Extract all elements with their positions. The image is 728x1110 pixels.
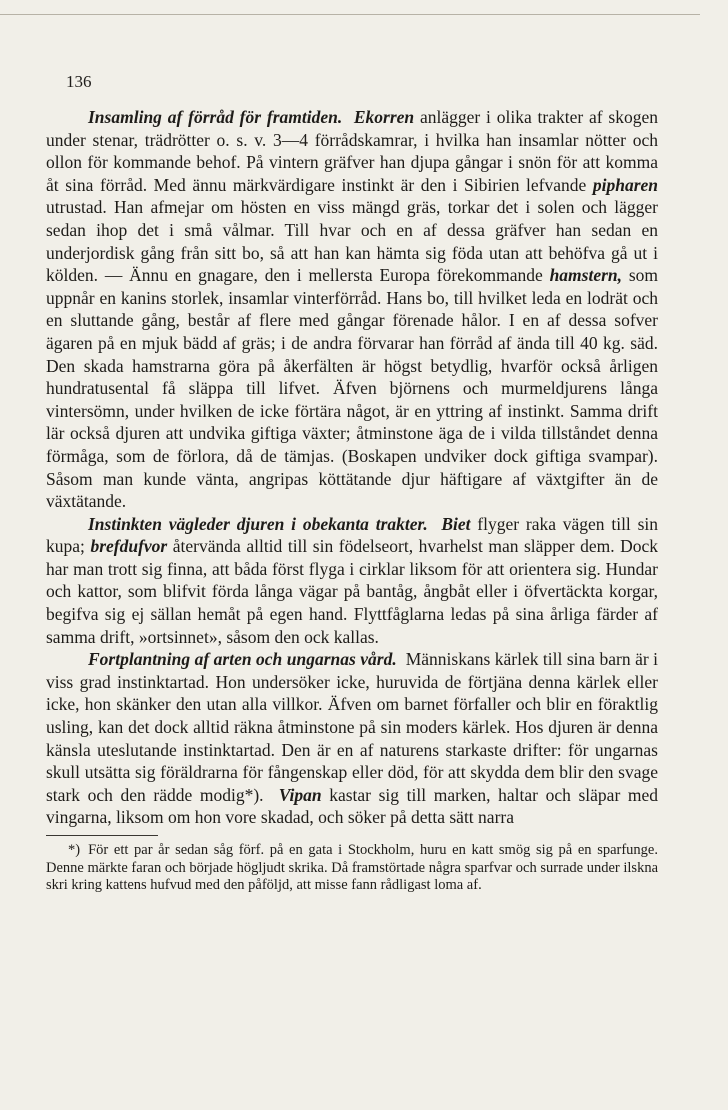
text-segment: utrustad. Han afmejar om hösten en viss mängd gräs, torkar det i solen och lägger sedan ihop det i små vålmar. Till hvar och en af dessa gräfver han sedan en underjordisk gång från sitt bo, så att han kan hämta sig föda utan att behöfva gå ut i kölden. — Ännu en gnagare, den i mellersta Europa förekommande bbox=[46, 197, 658, 286]
top-edge-rule bbox=[0, 14, 700, 15]
footnote-rule bbox=[46, 835, 158, 836]
page-number: 136 bbox=[66, 72, 92, 91]
term-hamstern: hamstern, bbox=[549, 265, 623, 286]
text-segment: flyger raka vägen till sin kupa; bbox=[46, 513, 659, 557]
text-segment: återvända alltid till sin födelseort, hvarhelst man släpper dem. Dock har man trott sig finna, att båda först flyga i cirklar liksom för att orientera sig. Hundar och kattor, som blifvit förda långa vägar på bantåg, ångbåt eller i öfvertäckta korgar, begifva sig ej sällan hemåt på egen hand. Flyttfåglarna ledas på sina årliga färder af samma drift, »ortsinnet», såsom den ock kallas. bbox=[46, 536, 659, 647]
footnote-text: För ett par år sedan såg förf. på en gata i Stockholm, huru en katt smög sig på en sparfunge. Denne märkte faran och började högljudt skrika. Då framstörtade några sparfvar och surrade under ilskna skri kring kattens hufvud med den påföljd, att misse fann rådligast loma af. bbox=[46, 842, 658, 894]
footnote bbox=[46, 842, 658, 895]
section-heading-instinkt: Instinkten vägleder djuren i obekanta trakter. bbox=[88, 513, 428, 534]
term-pipharen: pipharen bbox=[592, 174, 658, 195]
text-segment: anlägger i olika trakter af skogen under stenar, trädrötter o. s. v. 3—4 förrådskamrar, i hvilka han insamlar nötter och ollon för kommande behof. På vintern gräfver han djupa gångar i snön för att komma åt sina förråd. Med ännu märkvärdigare instinkt är den i Sibirien lefvande bbox=[46, 107, 659, 195]
text-segment: kastar sig till marken, haltar och släpar med vingarna, liksom om hon vore skadad, och söker på detta sätt narra bbox=[46, 784, 659, 828]
footnote-mark: *) bbox=[68, 842, 81, 858]
paragraph-forrad bbox=[46, 106, 658, 513]
section-heading-forrad: Insamling af förråd för framtiden. bbox=[88, 107, 343, 127]
term-brefdufvor: brefdufvor bbox=[90, 536, 168, 557]
paragraph-fortplantning bbox=[46, 648, 658, 829]
section-heading-fortplantning: Fortplantning af arten och ungarnas vård. bbox=[88, 649, 397, 670]
paragraph-instinkt bbox=[46, 513, 658, 649]
text-segment: som uppnår en kanins storlek, insamlar vinterförråd. Hans bo, till hvilket leda en lodrät och en sluttande gång, består af flere med gångar förenade hålor. I en af dessa sofver ägaren på en mjuk bädd af gräs; i de andra förvarar han förråd af ända till 40 kg. säd. Den skada hamstrarna göra på åkerfälten är högst betydlig, hvarför också årligen hundratusental få släppa till lifvet. Äfven björnens och murmeldjurens långa vintersömn, under hvilken de icke förtära något, är en yttring af instinkt. Samma drift lär också djuren att undvika giftiga växter; åtminstone äga de i vilda tillståndet denna förmåga, som de förlora, då de tämjas. (Boskapen undviker dock giftiga svampar). Såsom man kunde vänta, angripas köttätande djur häftigare af växtgifter än de växtätande. bbox=[46, 265, 659, 512]
term-ekorren: Ekorren bbox=[353, 107, 415, 127]
text-segment: Människans kärlek till sina barn är i viss grad instinktartad. Hon undersöker icke, huruvida de förtjäna denna kärlek eller icke, hon skänker den utan alla villkor. Äfven om barnet förfaller och blir en föraktlig usling, kan det dock alltid räkna åtminstone på sin moders kärlek. Hos djuren är denna känsla uteslutande instinktartad. Den är en af naturens starkaste drifter: för ungarnas skull utsätta sig föräldrarna för fångenskap eller död, för att skydda dem blir den svage stark och den rädde modig*). bbox=[46, 649, 658, 805]
term-biet: Biet bbox=[441, 513, 471, 534]
body-text bbox=[46, 106, 658, 829]
book-page bbox=[46, 72, 658, 895]
term-vipan: Vipan bbox=[278, 784, 322, 805]
